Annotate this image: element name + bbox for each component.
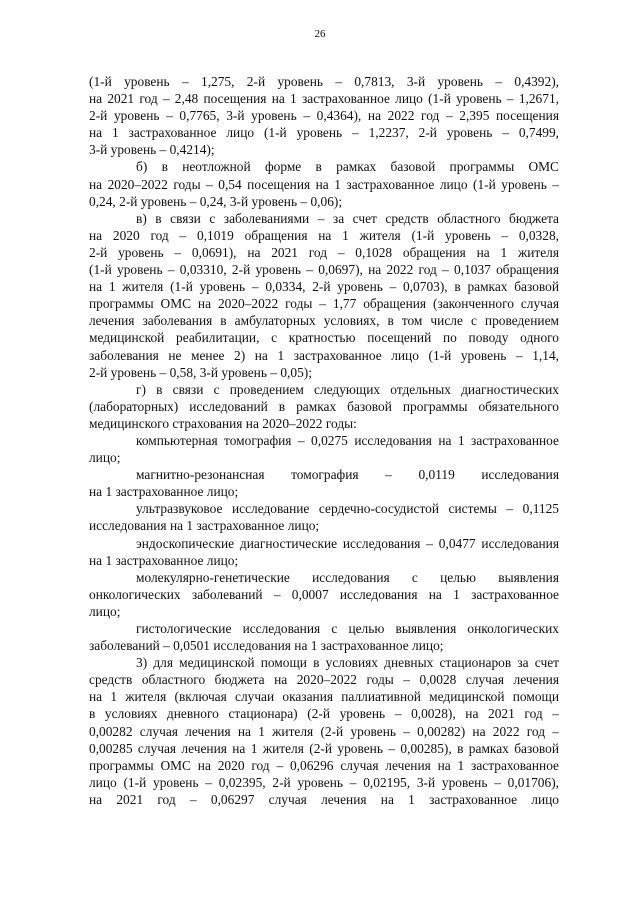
text-line: 2-й уровень – 0,0691), на 2021 год – 0,1028 обращения на 1 жителя bbox=[89, 244, 559, 260]
body-text bbox=[89, 73, 559, 808]
text-line: медицинской реабилитации, с кратностью посещений по поводу одного bbox=[89, 330, 559, 346]
text-line: лицо; bbox=[89, 450, 121, 466]
text-line: в условиях дневного стационара) (2-й уровень – 0,0028), на 2021 год – bbox=[89, 706, 559, 722]
text-line: эндоскопические диагностические исследования – 0,0477 исследования bbox=[136, 535, 559, 551]
text-line: 0,00285 случая лечения на 1 жителя (2-й уровень – 0,00285), в рамках базовой bbox=[89, 740, 559, 756]
text-line: молекулярно-генетические исследования с целью выявления bbox=[136, 569, 559, 585]
text-line: на 2020 год – 0,1019 обращения на 1 жителя (1-й уровень – 0,0328, bbox=[89, 227, 559, 243]
text-line: заболевания не менее 2) на 1 застрахованное лицо (1-й уровень – 1,14, bbox=[89, 347, 559, 363]
text-line: лицо; bbox=[89, 603, 121, 619]
text-line: на 1 застрахованное лицо; bbox=[89, 552, 239, 568]
text-line: на 1 застрахованное лицо (1-й уровень – 1,2237, 2-й уровень – 0,7499, bbox=[89, 125, 559, 141]
text-line: на 1 застрахованное лицо; bbox=[89, 484, 239, 500]
text-line: компьютерная томография – 0,0275 исследования на 1 застрахованное bbox=[136, 432, 559, 448]
text-line: (лабораторных) исследований в рамках базовой программы обязательного bbox=[89, 398, 559, 414]
text-line: ультразвуковое исследование сердечно-сосудистой системы – 0,1125 bbox=[136, 501, 559, 517]
text-line: 0,00282 случая лечения на 1 жителя (2-й уровень – 0,00282) на 2022 год – bbox=[89, 723, 559, 739]
text-line: (1-й уровень – 1,275, 2-й уровень – 0,7813, 3-й уровень – 0,4392), bbox=[89, 74, 559, 89]
text-line: медицинского страхования на 2020–2022 годы: bbox=[89, 415, 357, 431]
text-line: 3) для медицинской помощи в условиях дневных стационаров за счет bbox=[136, 655, 559, 671]
text-line: (1-й уровень – 0,03310, 2-й уровень – 0,0697), на 2022 год – 0,1037 обращения bbox=[89, 262, 559, 278]
text-line: г) в связи с проведением следующих отдельных диагностических bbox=[136, 381, 559, 397]
text-line: на 2021 год – 0,06297 случая лечения на 1 застрахованное лицо bbox=[89, 791, 559, 807]
text-line: в) в связи с заболеваниями – за счет средств областного бюджета bbox=[136, 210, 559, 226]
text-line: на 1 жителя (включая случаи оказания паллиативной медицинской помощи bbox=[89, 689, 559, 705]
text-line: онкологических заболеваний – 0,0007 исследования на 1 застрахованное bbox=[89, 586, 559, 602]
text-line: гистологические исследования с целью выявления онкологических bbox=[136, 621, 559, 636]
text-line: программы ОМС на 2020–2022 годы – 1,77 обращения (законченного случая bbox=[89, 296, 559, 312]
text-line: 0,24, 2-й уровень – 0,24, 3-й уровень – 0,06); bbox=[89, 193, 343, 209]
text-line: магнитно-резонансная томография – 0,0119 исследования bbox=[136, 467, 559, 483]
text-line: б) в неотложной форме в рамках базовой программы ОМС bbox=[136, 159, 559, 175]
page-number: 26 bbox=[314, 28, 326, 40]
text-line: на 2021 год – 2,48 посещения на 1 застрахованное лицо (1-й уровень – 1,2671, bbox=[89, 91, 559, 107]
text-line: 2-й уровень – 0,58, 3-й уровень – 0,05); bbox=[89, 364, 312, 380]
text-line: на 1 жителя (1-й уровень – 0,0334, 2-й уровень – 0,0703), в рамках базовой bbox=[89, 279, 559, 295]
text-line: лечения заболевания в амбулаторных условиях, в том числе с проведением bbox=[89, 313, 559, 329]
text-line: заболеваний – 0,0501 исследования на 1 застрахованное лицо; bbox=[89, 638, 444, 654]
text-line: программы ОМС на 2020 год – 0,06296 случая лечения на 1 застрахованное bbox=[89, 757, 559, 773]
text-line: на 2020–2022 годы – 0,54 посещения на 1 застрахованное лицо (1-й уровень – bbox=[89, 176, 559, 192]
text-line: 3-й уровень – 0,4214); bbox=[89, 142, 215, 158]
text-line: исследования на 1 застрахованное лицо; bbox=[89, 518, 320, 534]
text-line: 2-й уровень – 0,7765, 3-й уровень – 0,4364), на 2022 год – 2,395 посещения bbox=[89, 108, 559, 124]
text-line: средств областного бюджета на 2020–2022 годы – 0,0028 случая лечения bbox=[89, 672, 559, 688]
text-line: лицо (1-й уровень – 0,02395, 2-й уровень – 0,02195, 3-й уровень – 0,01706), bbox=[89, 774, 559, 790]
